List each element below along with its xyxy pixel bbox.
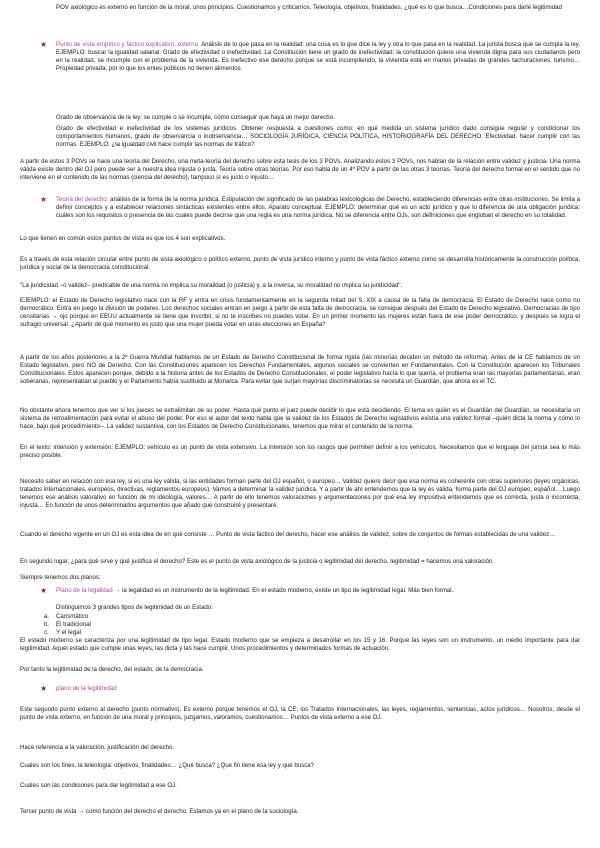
bullet-heading: plano de la legitimidad xyxy=(56,685,117,692)
bullet-heading: Punto de vista empírico y fáctico explicativo, externo. xyxy=(56,41,200,48)
paragraph: En el texto: intensión y extensión. EJEMPLO: vehículo es un punto de vista extensivo. La intensión son los rasgos que permiten definir a los vehículos. Necesitamos que el lenguaje del jurista sea lo más preciso posible. xyxy=(20,444,580,460)
paragraph: Distinguimos 3 grandes tipos de legitimidad de un Estado: xyxy=(56,604,213,611)
paragraph: No obstante ahora tenemos que ver si los jueces se extralimitan de su poder. Hasta qué punto el juez puede decidir lo que está decidiendo. El tema es quién es el Guardián del Guardián, se necesitaría un sistema de retroalimentación para evitar el abuso del poder. Por eso el autor del texto habla que la validez de los Estados de Derecho legislativos existía una validez formal –quién dicta la norma y cómo lo hace, bajo qué procedimiento–. La validez sustantiva, con los Estados de Derecho Constitucionales, tenemos que mirar el contenido de la norma. xyxy=(20,407,580,431)
bulleted-paragraph xyxy=(56,587,580,595)
paragraph: Tercer punto de vista → como función del derecho el derecho. Estamos ya en el plano de la sociología. xyxy=(20,808,299,815)
star-bullet-icon: ★ xyxy=(40,684,48,693)
bullet-heading: Plano de la legalidad → xyxy=(56,587,121,594)
paragraph: A partir de los años posteriores a la 2ª Guerra Mundial hablamos de un Estado de Derecho Constitucional de forma rígida (las minorías deciden un método de reforma). Antes de la CE hablamos de un Estado legislativo, pero NO de Derecho. Con las Constituciones aparecen los Derechos Fundamentales, algunos sociales se convierten en Fundamentales. Con la Constitución aparecen los Tribunales Constitucionales. Estos aparecen porque, debido a la historia antes de los Estados de Derecho Constitucionales, el poder legislativo hacía lo que quería, el problema eran las mayorías parlamentarias, eran soberanas, representaban al pueblo y el Parlamento había sustituido al Monarca. Para evitar que surjan mayorías discriminatorias se necesita un Guardián, que ahora es el TC. xyxy=(20,354,580,386)
paragraph: EJEMPLO: el Estado de Derecho legislativo nace con la RF y entra en crisis fundamentalmente en la segunda mitad del S. XIX a causa de la falta de democracia. El Estado de Derecho nace como no democrático. Entra en juego la división de poderes. Los derechos sociales entran en juego a partir de esta falta de democracia, se consigue después del Estado de Derecho legislativo. Democracias de tipo censitarias → ojo porque en EEUU actualmente se tiene que inscribir, si no te inscribes no puedes votar. En un primer momento las mujeres están fuera de ese poder democrático, y después se logra el sufragio universal. ¿Apartir de qué momento es justo que una mujer pueda votar en unas elecciones en España? xyxy=(20,297,580,329)
paragraph: Cuales son los fines, la teleología: objetivos, finalidades… ¿Qué busca? ¿Que fin tiene esa ley y que busca? xyxy=(20,762,315,769)
paragraph: POV axiológico es externo en función de la moral, unos principios. Cuestionamos y criticamos. Teleología, objetivos, finalidades, ¿qué es lo que busca…Condiciones para darle legitimidad xyxy=(56,4,562,11)
paragraph: Hace referencia a la valoración, justificación del derecho. xyxy=(20,744,175,751)
paragraph: Siempre tenemos dos planos: xyxy=(20,574,101,581)
list-item: El tradicional xyxy=(56,621,91,628)
bulleted-paragraph xyxy=(56,41,580,73)
bullet-heading: Teoría del derecho: xyxy=(56,196,109,203)
paragraph: A partir de estos 3 POVs se hace una teoría del Derecho, una meta-teoría del derecho sobre esta tesis de los 3 POVs. Analizando estos 3 POVs, nos hablan de la relación entre validez y justicia. Una norma válida existe dentro del OJ pero puede ser a nuestra idea injusta o justa. Teoría sobre otras teorías. Por eso habla de un 4º POV a partir de las otras 3 teorías. Teoría del derecho formal en el sentido que no interviene en el contenido de las normas (ciencia del derecho), tampoco sí es justo o injusto… xyxy=(20,158,580,182)
star-bullet-icon: ★ xyxy=(40,195,48,204)
paragraph: Grado de observancia de la ley: se cumple o se incumple, cómo conseguir que haya un mejor derecho. xyxy=(56,114,335,121)
list-marker: b. xyxy=(44,621,50,628)
paragraph: Cuales son las condiciones para dar legitimidad a ese OJ. xyxy=(20,782,177,789)
paragraph: Necesito saber en relación con esa ley, si es una ley válida, si las entidades forman parte del OJ español, o europeo… Validez quiere decir que esa norma es coherente con otras superiores (leyes orgánicas, tratados internacionales, europeos, directivas, reglamentos europeos). Vamos a determinar la validez jurídica. Y a partir de ahí entendemos que la ley es válida, forma parte del OJ europeo, español… Luego tenemos ese análisis valorativo en función de mi ideología, valores… A partir de ello tenemos valoraciones y argumentaciones por qué esa ley impositiva entendemos que es correcta, justa o incorrecta, injusta… En función de unos determinados argumentos que añado que construiré y presentaré. xyxy=(20,478,580,510)
paragraph: Por tanto la legitimidad de la derecho, del estado, de la democracia. xyxy=(20,666,204,673)
paragraph: Este segundo punto externo al derecho (punto normativo). Es externo porque tenemos el OJ, la CE; los Tratados Internacionales, las leyes, reglamentos, sentencias, actos jurídicos… Nosotros, desde el punto de vista externo, en función de una moral y principios, juzgamos, valoramos, cuestionamos… Puntos de vista externo a ese OJ. xyxy=(20,706,580,722)
bullet-text: Análisis de lo que pasa en la realidad: una cosa es lo que dice la ley y otra lo que pasa en la realidad. La jurista busca que se cumpla la ley. EJEMPLO: buscar la igualdad salarial. Grado de efectividad o inefectividad. La Constitución tiene un grado de inefectividad: la constitución quiere una vivienda digna para sus ciudadanos pero en la realidad, se incumple con el problema de la vivienda. Es inefectivo ese derecho porque se está incumpliendo, la vivienda está en manos privadas de grandes tachuraciones, turismo… Propiedad privada, por lo que los entes públicos no tienen alimentos. xyxy=(56,41,580,73)
list-item: Carismático xyxy=(56,613,89,620)
paragraph: Lo que tienen en común estos puntos de vista es que los 4 son explicativos. xyxy=(20,235,226,242)
paragraph: Cuando el derecho vigente en un OJ es esta idea de en qué consiste … Punto de vista fáctico del derecho, hacer ese análisis de validez, sobre de conjuntos de formas establecidas de una validez… xyxy=(20,531,556,538)
list-marker: a. xyxy=(44,613,50,620)
list-marker: c. xyxy=(44,629,49,636)
list-item: Y el legal xyxy=(56,629,81,636)
star-bullet-icon: ★ xyxy=(40,586,48,595)
bullet-text: la legalidad es un instrumento de la legitimidad. En el estado moderno, existe un tipo de legitimidad legal. Más bien formal. xyxy=(120,587,454,594)
paragraph: El estado moderno se caracteriza por una legitimidad de tipo legal. Estado moderno que se empieza a desarrollar en los 15 y 16. Porque las leyes son un instrumento, un medio importante para dar legitimidad. Aquel estado que cumple unas leyes, las dicta y las hace cumplir. Unos procedimientos y determinados formas de actuación. xyxy=(20,637,580,653)
bullet-text: análisis de la forma de la norma jurídica. Estipulación del significado de las palabras lexicológicas del Derecho, estableciendo diferencias entre otras instituciones. Se limita a definir conceptos y a establecer relaciones sintácticas existentes entre ellos. Aparato conceptual. EJEMPLO: determinar qué es un acto jurídico y qué lo diferencia de una obligación jurídica; cuáles son los requisitos o presencia de las cuales puede decirse que una regla es una norma jurídica. No se diferencia entre OJs, son definiciones que engloban el derecho en su totalidad. xyxy=(56,196,581,220)
bulleted-paragraph xyxy=(56,196,580,220)
paragraph: Es a través de esta relación circular entre punto de vista axiológico o político externo, punto de vista jurídico interno y punto de vista fáctico externo como se desarrolla históricamente la construcción política, jurídica y social de la democracia constitucional. xyxy=(20,256,580,272)
paragraph: Grado de efectividad e inefectividad de los sistemas jurídicos. Obtener respuesta a cuestiones como: en qué medida un sistema jurídico dado consigue regular y condicionar los comportamientos humanos, grado de observancia o inobservancia… SOCIOLOGÍA JURÍDICA, CIENCIA POLÍTICA, HISTORIOGRAFÍA DEL DERECHO. Efectividad, hacer cumplir con las normas. EJEMPLO: ¿la igualdad civil hace cumplir las normas de tráfico? xyxy=(56,125,580,149)
quote-paragraph: "La juridicidad –o validez– predicable de una norma no implica su moralidad (o justicia) y, a la inversa, su moralidad no implica su juridicidad". xyxy=(20,282,403,289)
paragraph: En segundo lugar, ¿para qué sirve y qué justifica el derecho? Este es el punto de vista axiológico de la justicia o legitimidad del derecho. legitimidad = hacemos una valoración. xyxy=(20,558,495,565)
star-bullet-icon: ★ xyxy=(40,40,48,49)
